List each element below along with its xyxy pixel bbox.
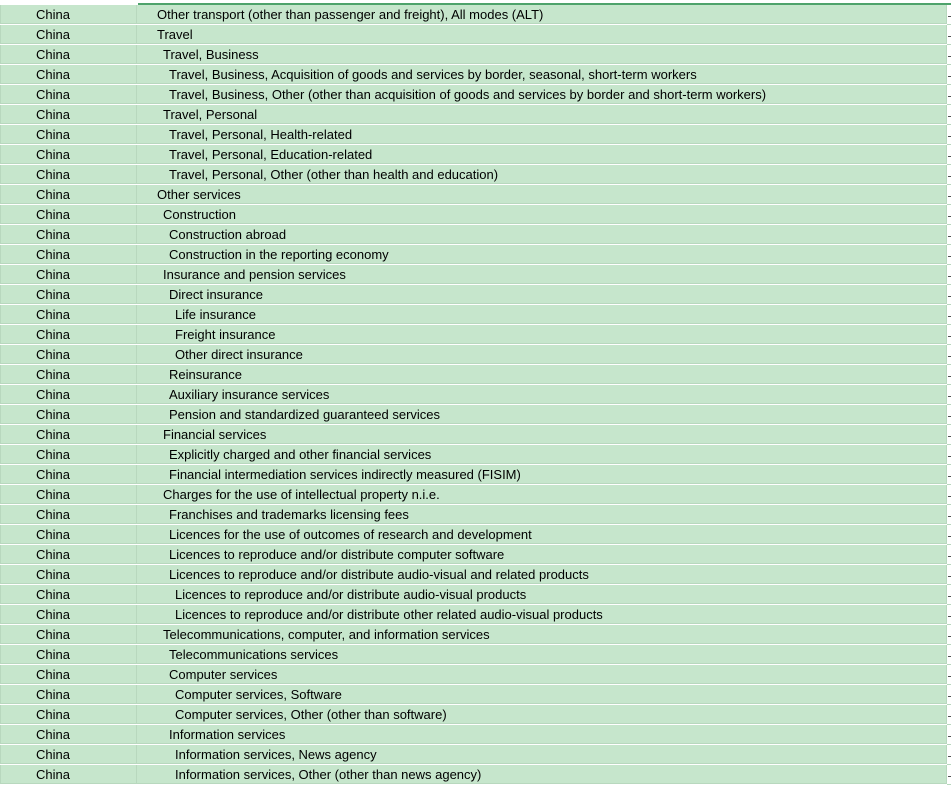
service-category-text: Travel, Personal [163, 107, 258, 122]
service-category-cell[interactable] [137, 445, 947, 464]
table-row [0, 205, 951, 225]
next-column-cell-edge[interactable] [947, 605, 951, 625]
service-category-cell[interactable] [137, 745, 947, 764]
country-text: China [36, 107, 70, 122]
service-category-cell[interactable] [137, 125, 947, 144]
service-category-cell[interactable] [137, 545, 947, 564]
country-cell[interactable] [0, 725, 137, 744]
table-row [0, 685, 951, 705]
service-category-cell[interactable] [137, 65, 947, 84]
country-text: China [36, 267, 70, 282]
table-row [0, 85, 951, 105]
service-category-cell[interactable] [137, 245, 947, 264]
service-category-text: Licences for the use of outcomes of research and development [169, 527, 532, 542]
service-category-text: Information services, News agency [175, 747, 377, 762]
table-row [0, 345, 951, 365]
service-category-text: Travel, Personal, Education-related [169, 147, 373, 162]
service-category-text: Computer services, Other (other than software) [175, 707, 447, 722]
service-category-text: Direct insurance [169, 287, 263, 302]
country-text: China [36, 287, 70, 302]
country-cell[interactable] [0, 445, 137, 464]
country-cell[interactable] [0, 545, 137, 564]
country-text: China [36, 527, 70, 542]
table-row [0, 505, 951, 525]
country-cell[interactable] [0, 5, 137, 24]
service-category-cell[interactable] [137, 725, 947, 744]
row-container [0, 5, 951, 785]
service-category-text: Construction in the reporting economy [169, 247, 389, 262]
service-category-cell[interactable] [137, 225, 947, 244]
next-column-cell-edge[interactable] [947, 65, 951, 85]
country-cell[interactable] [0, 105, 137, 124]
next-column-cell-edge[interactable] [947, 325, 951, 345]
service-category-cell[interactable] [137, 505, 947, 524]
service-category-text: Licences to reproduce and/or distribute audio-visual and related products [169, 567, 589, 582]
table-row [0, 145, 951, 165]
service-category-text: Other direct insurance [175, 347, 303, 362]
country-cell[interactable] [0, 765, 137, 784]
country-text: China [36, 327, 70, 342]
country-cell[interactable] [0, 525, 137, 544]
service-category-cell[interactable] [137, 325, 947, 344]
service-category-cell[interactable] [137, 665, 947, 684]
country-cell[interactable] [0, 205, 137, 224]
country-text: China [36, 607, 70, 622]
service-category-cell[interactable] [137, 265, 947, 284]
next-column-cell-edge[interactable] [947, 365, 951, 385]
service-category-text: Other transport (other than passenger and freight), All modes (ALT) [157, 7, 544, 22]
country-cell[interactable] [0, 565, 137, 584]
country-text: China [36, 167, 70, 182]
country-cell[interactable] [0, 285, 137, 304]
next-column-cell-edge[interactable] [947, 305, 951, 325]
next-column-cell-edge[interactable] [947, 525, 951, 545]
service-category-cell[interactable] [137, 525, 947, 544]
country-text: China [36, 447, 70, 462]
next-column-cell-edge[interactable] [947, 165, 951, 185]
service-category-cell[interactable] [137, 45, 947, 64]
table-row [0, 765, 951, 785]
service-category-cell[interactable] [137, 345, 947, 364]
country-text: China [36, 407, 70, 422]
service-category-cell[interactable] [137, 605, 947, 624]
country-text: China [36, 67, 70, 82]
service-category-cell[interactable] [137, 425, 947, 444]
country-cell[interactable] [0, 365, 137, 384]
country-text: China [36, 687, 70, 702]
country-text: China [36, 707, 70, 722]
country-cell[interactable] [0, 465, 137, 484]
table-row [0, 445, 951, 465]
country-text: China [36, 27, 70, 42]
country-text: China [36, 587, 70, 602]
country-text: China [36, 207, 70, 222]
service-category-text: Travel, Business [163, 47, 259, 62]
country-cell[interactable] [0, 45, 137, 64]
service-category-text: Franchises and trademarks licensing fees [169, 507, 409, 522]
table-row [0, 325, 951, 345]
country-text: China [36, 727, 70, 742]
country-cell[interactable] [0, 325, 137, 344]
country-cell[interactable] [0, 665, 137, 684]
table-row [0, 105, 951, 125]
table-row [0, 385, 951, 405]
service-category-text: Financial services [163, 427, 267, 442]
table-row [0, 5, 951, 25]
table-row [0, 165, 951, 185]
table-row [0, 565, 951, 585]
service-category-text: Travel [157, 27, 193, 42]
service-category-text: Explicitly charged and other financial services [169, 447, 432, 462]
table-row [0, 65, 951, 85]
country-cell[interactable] [0, 505, 137, 524]
country-cell[interactable] [0, 245, 137, 264]
service-category-text: Travel, Business, Acquisition of goods and services by border, seasonal, short-term workers [169, 67, 697, 82]
service-category-text: Reinsurance [169, 367, 242, 382]
country-text: China [36, 507, 70, 522]
table-row [0, 125, 951, 145]
next-column-cell-edge[interactable] [947, 585, 951, 605]
country-text: China [36, 427, 70, 442]
next-column-cell-edge[interactable] [947, 145, 951, 165]
table-row [0, 245, 951, 265]
service-category-cell[interactable] [137, 365, 947, 384]
country-text: China [36, 347, 70, 362]
table-row [0, 705, 951, 725]
next-column-cell-edge[interactable] [947, 345, 951, 365]
next-column-cell-edge[interactable] [947, 745, 951, 765]
next-column-cell-edge[interactable] [947, 665, 951, 685]
service-category-cell[interactable] [137, 185, 947, 204]
table-row [0, 305, 951, 325]
service-category-cell[interactable] [137, 385, 947, 404]
country-text: China [36, 487, 70, 502]
next-column-cell-edge[interactable] [947, 425, 951, 445]
country-cell[interactable] [0, 225, 137, 244]
service-category-text: Insurance and pension services [163, 267, 346, 282]
table-row [0, 185, 951, 205]
country-text: China [36, 47, 70, 62]
table-row [0, 625, 951, 645]
service-category-text: Freight insurance [175, 327, 276, 342]
country-text: China [36, 87, 70, 102]
service-category-cell[interactable] [137, 405, 947, 424]
service-category-text: Information services, Other (other than news agency) [175, 767, 482, 782]
service-category-text: Travel, Personal, Health-related [169, 127, 353, 142]
service-category-text: Travel, Personal, Other (other than health and education) [169, 167, 499, 182]
next-column-cell-edge[interactable] [947, 505, 951, 525]
next-column-cell-edge[interactable] [947, 85, 951, 105]
service-category-cell[interactable] [137, 565, 947, 584]
next-column-cell-edge[interactable] [947, 225, 951, 245]
service-category-cell[interactable] [137, 145, 947, 164]
country-text: China [36, 767, 70, 782]
country-text: China [36, 127, 70, 142]
next-column-cell-edge[interactable] [947, 125, 951, 145]
country-cell[interactable] [0, 125, 137, 144]
country-cell[interactable] [0, 405, 137, 424]
next-column-cell-edge[interactable] [947, 185, 951, 205]
service-category-cell[interactable] [137, 705, 947, 724]
service-category-text: Auxiliary insurance services [169, 387, 330, 402]
table-row [0, 405, 951, 425]
table-row [0, 485, 951, 505]
service-category-cell[interactable] [137, 685, 947, 704]
service-category-cell[interactable] [137, 765, 947, 784]
next-column-cell-edge[interactable] [947, 485, 951, 505]
next-column-cell-edge[interactable] [947, 445, 951, 465]
table-row [0, 745, 951, 765]
country-text: China [36, 627, 70, 642]
next-column-cell-edge[interactable] [947, 565, 951, 585]
service-category-text: Telecommunications, computer, and information services [163, 627, 490, 642]
service-category-text: Life insurance [175, 307, 256, 322]
country-text: China [36, 227, 70, 242]
country-text: China [36, 667, 70, 682]
next-column-cell-edge[interactable] [947, 25, 951, 45]
country-cell[interactable] [0, 585, 137, 604]
service-category-cell[interactable] [137, 105, 947, 124]
country-cell[interactable] [0, 65, 137, 84]
next-column-cell-edge[interactable] [947, 765, 951, 785]
next-column-cell-edge[interactable] [947, 705, 951, 725]
service-category-cell[interactable] [137, 585, 947, 604]
service-category-text: Construction abroad [169, 227, 287, 242]
country-text: China [36, 467, 70, 482]
country-cell[interactable] [0, 625, 137, 644]
country-cell[interactable] [0, 745, 137, 764]
country-text: China [36, 567, 70, 582]
next-column-cell-edge[interactable] [947, 265, 951, 285]
service-category-cell[interactable] [137, 5, 947, 24]
service-category-text: Licences to reproduce and/or distribute other related audio-visual products [175, 607, 603, 622]
next-column-cell-edge[interactable] [947, 285, 951, 305]
country-text: China [36, 307, 70, 322]
table-row [0, 45, 951, 65]
table-row [0, 665, 951, 685]
country-text: China [36, 7, 70, 22]
country-cell[interactable] [0, 385, 137, 404]
table-row [0, 265, 951, 285]
table-row [0, 285, 951, 305]
next-column-cell-edge[interactable] [947, 5, 951, 25]
country-cell[interactable] [0, 265, 137, 284]
next-column-cell-edge[interactable] [947, 465, 951, 485]
next-column-cell-edge[interactable] [947, 385, 951, 405]
next-column-cell-edge[interactable] [947, 545, 951, 565]
country-text: China [36, 747, 70, 762]
next-column-cell-edge[interactable] [947, 105, 951, 125]
country-text: China [36, 247, 70, 262]
service-category-cell[interactable] [137, 625, 947, 644]
table-row [0, 25, 951, 45]
country-cell[interactable] [0, 645, 137, 664]
service-category-cell[interactable] [137, 465, 947, 484]
country-cell[interactable] [0, 345, 137, 364]
service-category-text: Licences to reproduce and/or distribute computer software [169, 547, 505, 562]
country-cell[interactable] [0, 145, 137, 164]
service-category-cell[interactable] [137, 285, 947, 304]
next-column-cell-edge[interactable] [947, 685, 951, 705]
table-row [0, 465, 951, 485]
next-column-cell-edge[interactable] [947, 645, 951, 665]
table-row [0, 425, 951, 445]
service-category-cell[interactable] [137, 305, 947, 324]
service-category-cell[interactable] [137, 25, 947, 44]
table-row [0, 225, 951, 245]
next-column-cell-edge[interactable] [947, 625, 951, 645]
country-cell[interactable] [0, 165, 137, 184]
service-category-text: Other services [157, 187, 241, 202]
country-text: China [36, 367, 70, 382]
service-category-cell[interactable] [137, 85, 947, 104]
service-category-text: Charges for the use of intellectual property n.i.e. [163, 487, 440, 502]
country-cell[interactable] [0, 85, 137, 104]
country-text: China [36, 387, 70, 402]
service-category-text: Travel, Business, Other (other than acquisition of goods and services by border and short-term workers) [169, 87, 767, 102]
country-text: China [36, 187, 70, 202]
table-row [0, 605, 951, 625]
service-category-text: Computer services, Software [175, 687, 342, 702]
country-cell[interactable] [0, 605, 137, 624]
service-category-text: Information services [169, 727, 286, 742]
country-text: China [36, 647, 70, 662]
country-cell[interactable] [0, 485, 137, 504]
country-cell[interactable] [0, 305, 137, 324]
country-text: China [36, 147, 70, 162]
country-cell[interactable] [0, 685, 137, 704]
service-category-text: Telecommunications services [169, 647, 339, 662]
country-cell[interactable] [0, 185, 137, 204]
table-row [0, 365, 951, 385]
next-column-cell-edge[interactable] [947, 205, 951, 225]
next-column-cell-edge[interactable] [947, 45, 951, 65]
service-category-cell[interactable] [137, 165, 947, 184]
service-category-text: Licences to reproduce and/or distribute audio-visual products [175, 587, 527, 602]
service-category-text: Financial intermediation services indirectly measured (FISIM) [169, 467, 521, 482]
country-cell[interactable] [0, 705, 137, 724]
country-cell[interactable] [0, 425, 137, 444]
service-category-cell[interactable] [137, 485, 947, 504]
country-cell[interactable] [0, 25, 137, 44]
table-row [0, 585, 951, 605]
table-row [0, 645, 951, 665]
table-row [0, 725, 951, 745]
service-category-cell[interactable] [137, 205, 947, 224]
table-row [0, 545, 951, 565]
service-category-text: Computer services [169, 667, 278, 682]
table-row [0, 525, 951, 545]
next-column-cell-edge[interactable] [947, 725, 951, 745]
country-text: China [36, 547, 70, 562]
next-column-cell-edge[interactable] [947, 245, 951, 265]
service-category-cell[interactable] [137, 645, 947, 664]
next-column-cell-edge[interactable] [947, 405, 951, 425]
service-category-text: Pension and standardized guaranteed services [169, 407, 441, 422]
service-category-text: Construction [163, 207, 236, 222]
